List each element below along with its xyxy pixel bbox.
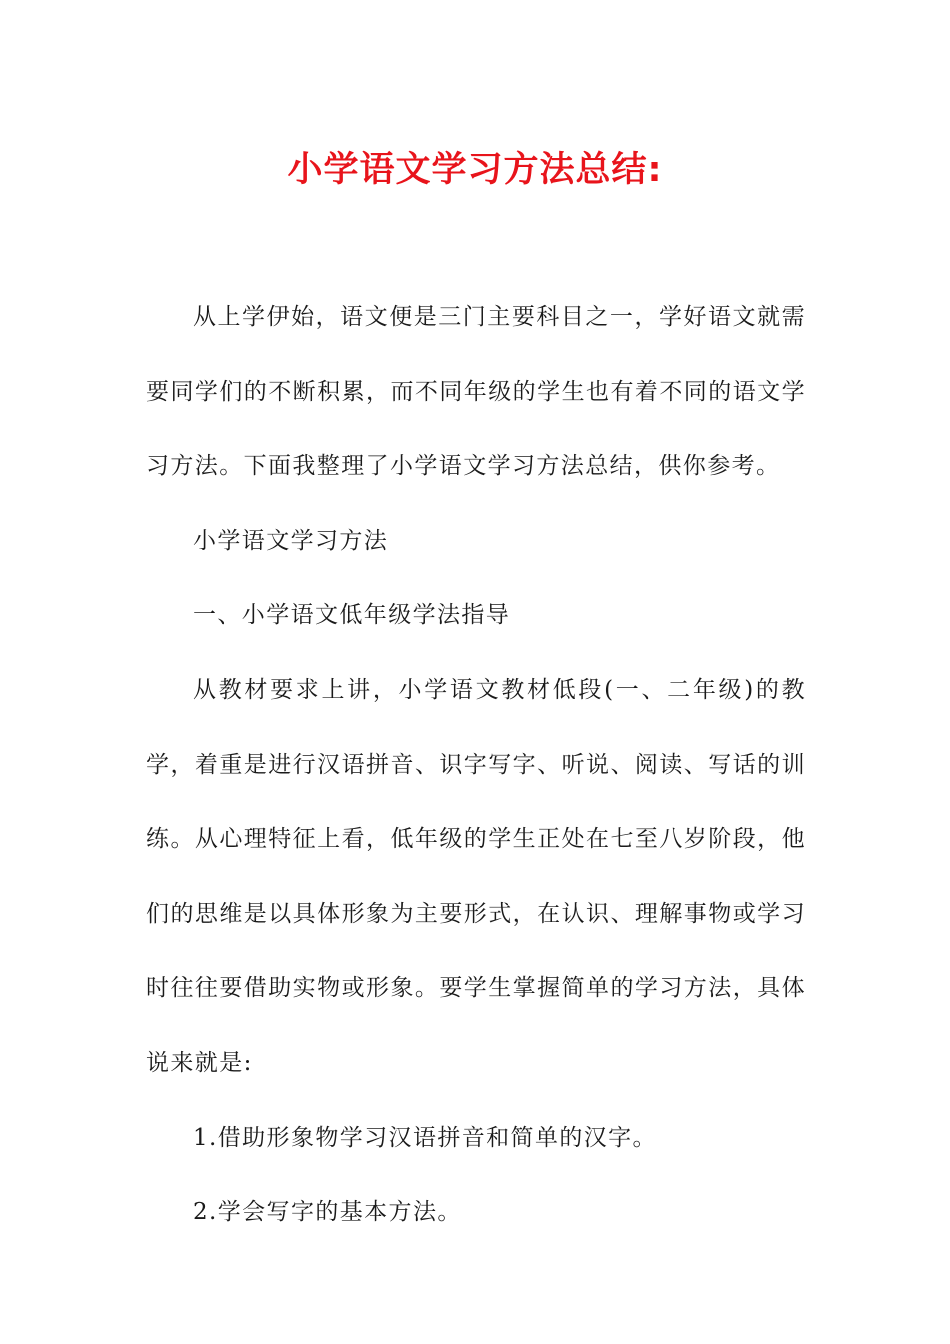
intro-paragraph: 从上学伊始，语文便是三门主要科目之一，学好语文就需要同学们的不断积累，而不同年级的学生也有着不同的语文学习方法。下面我整理了小学语文学习方法总结，供你参考。: [146, 304, 806, 480]
list-item-2: 2.学会写字的基本方法。: [193, 1199, 462, 1226]
document-title: 小学语文学习方法总结:: [287, 150, 663, 190]
subsection-heading: 一、小学语文低年级学法指导: [193, 602, 511, 629]
list-item-1: 1.借助形象物学习汉语拼音和简单的汉字。: [193, 1124, 657, 1151]
body-paragraph: 从教材要求上讲，小学语文教材低段(一、二年级)的教学，着重是进行汉语拼音、识字写字、听说、阅读、写话的训练。从心理特征上看，低年级的学生正处在七至八岁阶段，他们的思维是以具体形象为主要形式，在认识、理解事物或学习时往往要借助实物或形象。要学生掌握简单的学习方法，具体说来就是:: [146, 676, 806, 1076]
section-heading: 小学语文学习方法: [193, 527, 389, 554]
document-body: [146, 280, 806, 1250]
